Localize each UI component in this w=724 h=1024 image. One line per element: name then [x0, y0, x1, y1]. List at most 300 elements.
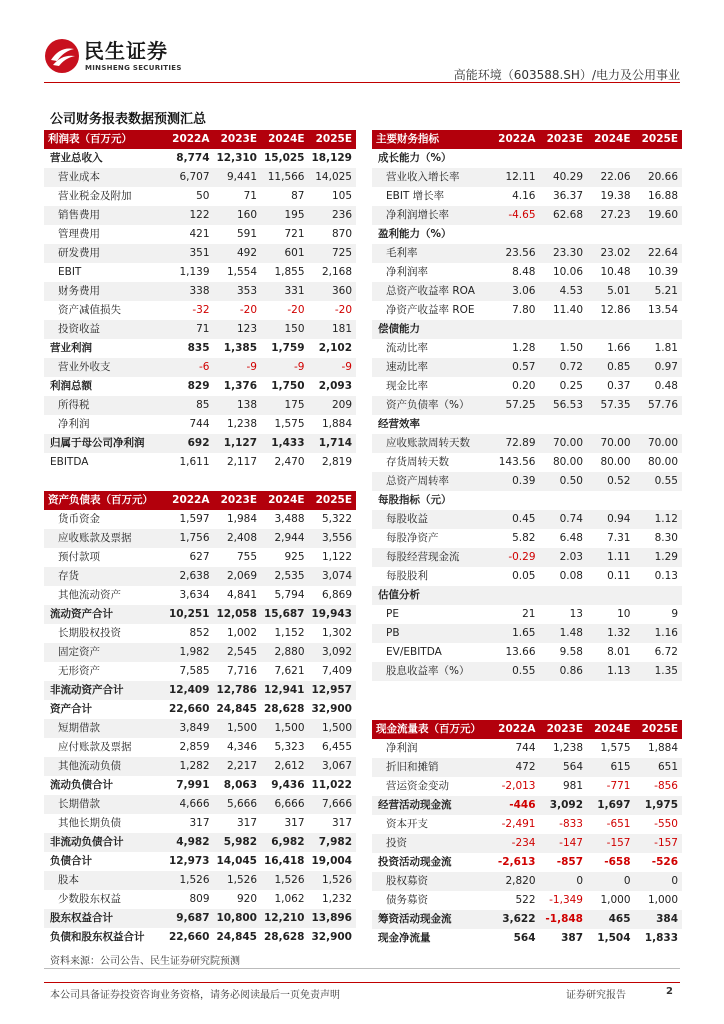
- table-row: [372, 339, 682, 358]
- value-cell: 9,436: [271, 779, 305, 791]
- table-row: [372, 796, 682, 815]
- value-cell: 23.30: [540, 244, 588, 263]
- value-cell: 32,900: [311, 931, 352, 943]
- table-row: [372, 777, 682, 796]
- row-label: 总资产周转率: [372, 472, 492, 491]
- value-cell: 4.53: [540, 282, 588, 301]
- table-row: [44, 586, 356, 605]
- value-cell: 1,002: [226, 627, 257, 639]
- table-row: [44, 643, 356, 662]
- row-label: 营业外收支: [44, 358, 166, 377]
- value-cell: 15,687: [261, 605, 309, 624]
- value-cell: 12,310: [216, 152, 257, 164]
- value-cell: 9,441: [214, 168, 262, 187]
- year-header-cell: 2024E: [261, 130, 309, 149]
- table-row: [372, 263, 682, 282]
- table-row: [44, 605, 356, 624]
- value-cell: 1,282: [166, 757, 214, 776]
- year-header-cell: 2025E: [309, 491, 357, 510]
- value-cell: [587, 586, 635, 605]
- value-cell: -157: [635, 834, 683, 853]
- row-label: 应收账款周转天数: [372, 434, 492, 453]
- table-row: [44, 928, 356, 947]
- table-row: [44, 681, 356, 700]
- value-cell: 150: [261, 320, 309, 339]
- value-cell: 1,122: [321, 551, 352, 563]
- row-label: 每股股利: [386, 570, 428, 582]
- row-label: 应收账款及票据: [44, 529, 166, 548]
- table-row: [44, 871, 356, 890]
- value-cell: 1,714: [309, 434, 357, 453]
- value-cell: 1,127: [214, 434, 262, 453]
- table-row: [372, 434, 682, 453]
- row-label: 营业总收入: [50, 152, 103, 164]
- table-row: [44, 700, 356, 719]
- value-cell: 19.38: [600, 190, 631, 202]
- page-number: 2: [666, 986, 673, 997]
- value-cell: 1.16: [635, 624, 683, 643]
- row-label: 经营活动现金流: [372, 796, 492, 815]
- value-cell: [540, 491, 588, 510]
- value-cell: 72.89: [492, 434, 540, 453]
- table-row: [44, 301, 356, 320]
- value-cell: -771: [606, 780, 631, 792]
- value-cell: 0.55: [635, 472, 683, 491]
- table-row: [44, 187, 356, 206]
- row-label: 非流动资产合计: [44, 681, 166, 700]
- value-cell: [492, 149, 540, 168]
- value-cell: 24,845: [216, 931, 257, 943]
- table-row: [44, 225, 356, 244]
- value-cell: 809: [189, 893, 210, 905]
- year-header-cell: 2023E: [540, 720, 588, 739]
- value-cell: 1,575: [600, 742, 631, 754]
- value-cell: 62.68: [540, 206, 588, 225]
- row-label: 每股净资产: [386, 532, 439, 544]
- value-cell: 1,500: [261, 719, 309, 738]
- value-cell: 80.00: [647, 456, 678, 468]
- value-cell: 2,638: [166, 567, 214, 586]
- value-cell: 21: [522, 608, 536, 620]
- row-label: 研发费用: [44, 244, 166, 263]
- row-label: PE: [386, 608, 399, 620]
- value-cell: 4,982: [166, 833, 214, 852]
- row-label: 存货: [44, 567, 166, 586]
- value-cell: 1,597: [179, 513, 210, 525]
- value-cell: 3,634: [179, 589, 210, 601]
- value-cell: [635, 586, 683, 605]
- value-cell: [540, 149, 588, 168]
- value-cell: 0.74: [540, 510, 588, 529]
- value-cell: 27.23: [587, 206, 635, 225]
- table-row: [44, 890, 356, 909]
- value-cell: -9: [261, 358, 309, 377]
- value-cell: [540, 225, 588, 244]
- value-cell: 1,000: [600, 894, 631, 906]
- value-cell: 0.50: [540, 472, 588, 491]
- row-label: 资产减值损失: [58, 304, 121, 316]
- value-cell: -857: [556, 856, 583, 868]
- value-cell: 564: [513, 932, 536, 944]
- value-cell: 143.56: [498, 456, 536, 468]
- income-statement-table: [44, 130, 356, 472]
- value-cell: 651: [635, 758, 683, 777]
- value-cell: 0.85: [587, 358, 635, 377]
- value-cell: 1.12: [635, 510, 683, 529]
- value-cell: 9: [671, 608, 678, 620]
- value-cell: [635, 149, 683, 168]
- value-cell: 1.29: [635, 548, 683, 567]
- value-cell: 870: [331, 228, 352, 240]
- value-cell: 57.35: [587, 396, 635, 415]
- value-cell: [587, 149, 635, 168]
- value-cell: 3,092: [540, 796, 588, 815]
- value-cell: 1.65: [492, 624, 540, 643]
- value-cell: 1.50: [559, 342, 583, 354]
- table-row: [372, 567, 682, 586]
- value-cell: -32: [192, 304, 210, 316]
- value-cell: 1,982: [166, 643, 214, 662]
- value-cell: 1,575: [274, 418, 305, 430]
- value-cell: 1,385: [223, 342, 257, 354]
- value-cell: 5.01: [587, 282, 635, 301]
- value-cell: 3.06: [492, 282, 540, 301]
- value-cell: 2,612: [261, 757, 309, 776]
- value-cell: 0.72: [540, 358, 588, 377]
- value-cell: 105: [331, 190, 352, 202]
- year-header-cell: 2022A: [166, 130, 214, 149]
- value-cell: 5,666: [214, 795, 262, 814]
- table-row: [44, 833, 356, 852]
- table-row: [372, 929, 682, 948]
- value-cell: 12,058: [214, 605, 262, 624]
- value-cell: 7,585: [179, 665, 210, 677]
- value-cell: 7,666: [309, 795, 357, 814]
- row-label: 每股收益: [372, 510, 492, 529]
- value-cell: 14,045: [216, 855, 257, 867]
- table-row: [372, 815, 682, 834]
- value-cell: 6,707: [166, 168, 214, 187]
- value-cell: 0.05: [512, 570, 536, 582]
- value-cell: 6.48: [559, 532, 583, 544]
- value-cell: 360: [309, 282, 357, 301]
- value-cell: 50: [196, 190, 210, 202]
- value-cell: 23.56: [492, 244, 540, 263]
- value-cell: 331: [261, 282, 309, 301]
- value-cell: 10: [617, 608, 631, 620]
- value-cell: 56.53: [540, 396, 588, 415]
- row-label: 归属于母公司净利润: [44, 434, 166, 453]
- table-row: [372, 472, 682, 491]
- table-row: [44, 909, 356, 928]
- value-cell: 19,004: [311, 855, 352, 867]
- value-cell: 70.00: [635, 434, 683, 453]
- value-cell: -4.65: [492, 206, 540, 225]
- value-cell: 1,139: [179, 266, 210, 278]
- row-label: 预付款项: [58, 551, 100, 563]
- row-label: 股本: [44, 871, 166, 890]
- table-row: [44, 662, 356, 681]
- row-label: 管理费用: [58, 228, 100, 240]
- row-label: 折旧和摊销: [372, 758, 492, 777]
- value-cell: [635, 225, 683, 244]
- value-cell: 852: [189, 627, 210, 639]
- value-cell: 835: [187, 342, 210, 354]
- value-cell: -833: [559, 818, 583, 830]
- value-cell: 1,884: [647, 742, 678, 754]
- value-cell: 2,880: [261, 643, 309, 662]
- value-cell: 209: [309, 396, 357, 415]
- value-cell: 0.48: [654, 380, 678, 392]
- row-label: 存货周转天数: [386, 456, 449, 468]
- value-cell: 721: [284, 228, 305, 240]
- value-cell: 8.48: [512, 266, 536, 278]
- value-cell: 0.57: [492, 358, 540, 377]
- value-cell: 1,504: [597, 932, 631, 944]
- table-header-row: [44, 130, 356, 149]
- value-cell: 1,500: [214, 719, 262, 738]
- row-label: 净利润: [386, 742, 418, 754]
- value-cell: [587, 320, 635, 339]
- row-label: 净资产收益率 ROE: [386, 304, 475, 316]
- value-cell: 0.52: [587, 472, 635, 491]
- value-cell: 28,628: [263, 931, 305, 943]
- row-label: 总资产收益率 ROA: [372, 282, 492, 301]
- value-cell: 85: [166, 396, 214, 415]
- value-cell: 16,418: [263, 855, 305, 867]
- year-header-cell: 2022A: [492, 130, 540, 149]
- value-cell: 317: [284, 817, 305, 829]
- value-cell: 10.48: [600, 266, 631, 278]
- value-cell: 920: [236, 893, 257, 905]
- year-header-cell: 2025E: [309, 130, 357, 149]
- row-label: 偿债能力: [372, 320, 492, 339]
- year-header-cell: 2025E: [635, 720, 683, 739]
- value-cell: 1.32: [587, 624, 635, 643]
- row-label: EV/EBITDA: [386, 646, 442, 658]
- value-cell: 195: [261, 206, 309, 225]
- value-cell: 2,069: [214, 567, 262, 586]
- value-cell: 0.94: [587, 510, 635, 529]
- year-header-cell: 2022A: [166, 491, 214, 510]
- footer-divider: [44, 968, 680, 969]
- row-label: 资产负债率（%）: [372, 396, 492, 415]
- value-cell: 7,409: [321, 665, 352, 677]
- table-row: [44, 339, 356, 358]
- table-row: [44, 738, 356, 757]
- table-row: [44, 719, 356, 738]
- value-cell: [635, 415, 683, 434]
- value-cell: 0.55: [492, 662, 540, 681]
- value-cell: 5,323: [274, 741, 305, 753]
- value-cell: 351: [166, 244, 214, 263]
- value-cell: -550: [654, 818, 678, 830]
- value-cell: 421: [189, 228, 210, 240]
- table-row: [372, 225, 682, 244]
- value-cell: 20.66: [635, 168, 683, 187]
- table-row: [372, 149, 682, 168]
- value-cell: 1,975: [635, 796, 683, 815]
- value-cell: 755: [236, 551, 257, 563]
- value-cell: 0.37: [607, 380, 631, 392]
- table-row: [372, 187, 682, 206]
- table-row: [372, 301, 682, 320]
- value-cell: 11,566: [261, 168, 309, 187]
- value-cell: 384: [635, 910, 683, 929]
- value-cell: 7.80: [512, 304, 536, 316]
- row-label: 其他流动负债: [44, 757, 166, 776]
- balance-sheet-table: [44, 491, 356, 947]
- value-cell: [492, 586, 540, 605]
- value-cell: 70.00: [540, 434, 588, 453]
- value-cell: 3,092: [309, 643, 357, 662]
- logo-text-en: MINSHENG SECURITIES: [85, 64, 182, 72]
- value-cell: [540, 320, 588, 339]
- value-cell: 6.72: [654, 646, 678, 658]
- row-label: 盈利能力（%）: [378, 228, 452, 240]
- table-row: [372, 358, 682, 377]
- value-cell: [587, 415, 635, 434]
- row-label: 其他长期负债: [58, 817, 121, 829]
- value-cell: 12,210: [261, 909, 309, 928]
- value-cell: 1,611: [179, 456, 210, 468]
- value-cell: 57.76: [635, 396, 683, 415]
- value-cell: 7,982: [309, 833, 357, 852]
- value-cell: 23.02: [587, 244, 635, 263]
- table-row: [372, 643, 682, 662]
- table-row: [44, 415, 356, 434]
- table-row: [44, 852, 356, 871]
- row-label: 营业利润: [50, 342, 92, 354]
- row-label: 投资: [372, 834, 492, 853]
- value-cell: 1,232: [321, 893, 352, 905]
- row-label: 成长能力（%）: [378, 152, 452, 164]
- logo-text-cn: 民生证券: [84, 39, 168, 63]
- value-cell: [540, 586, 588, 605]
- value-cell: 1,376: [223, 380, 257, 392]
- value-cell: 2,545: [214, 643, 262, 662]
- report-type: 证券研究报告: [566, 990, 626, 1001]
- value-cell: -234: [492, 834, 540, 853]
- table-row: [44, 168, 356, 187]
- value-cell: [635, 491, 683, 510]
- value-cell: -1,848: [540, 910, 588, 929]
- value-cell: 71: [166, 320, 214, 339]
- value-cell: 564: [540, 758, 588, 777]
- disclaimer-text: 本公司具备证券投资咨询业务资格，请务必阅读最后一页免责声明: [50, 990, 340, 1001]
- row-label: 长期股权投资: [58, 627, 121, 639]
- value-cell: 13.66: [505, 646, 536, 658]
- value-cell: 236: [309, 206, 357, 225]
- row-label: EBITDA: [50, 456, 89, 468]
- value-cell: 1,750: [271, 380, 305, 392]
- value-cell: 317: [189, 817, 210, 829]
- year-header-cell: 2023E: [540, 130, 588, 149]
- value-cell: -20: [334, 304, 352, 316]
- value-cell: 11,022: [311, 779, 352, 791]
- value-cell: 627: [189, 551, 210, 563]
- table-row: [372, 415, 682, 434]
- row-label: 流动资产合计: [44, 605, 166, 624]
- table-row: [44, 757, 356, 776]
- value-cell: 12,409: [166, 681, 214, 700]
- value-cell: 2.03: [540, 548, 588, 567]
- value-cell: 2,944: [261, 529, 309, 548]
- table-row: [44, 244, 356, 263]
- row-label: 应付账款及票据: [58, 741, 132, 753]
- value-cell: 2,168: [321, 266, 352, 278]
- value-cell: 7.31: [607, 532, 631, 544]
- value-cell: 1,756: [166, 529, 214, 548]
- value-cell: 0.39: [492, 472, 540, 491]
- value-cell: 123: [214, 320, 262, 339]
- value-cell: 1,884: [321, 418, 352, 430]
- row-label: 无形资产: [58, 665, 100, 677]
- value-cell: 0.25: [559, 380, 583, 392]
- value-cell: 2,535: [261, 567, 309, 586]
- value-cell: -9: [214, 358, 262, 377]
- value-cell: 24,845: [216, 703, 257, 715]
- value-cell: 1,526: [261, 871, 309, 890]
- row-label: 财务费用: [44, 282, 166, 301]
- value-cell: 12.11: [492, 168, 540, 187]
- value-cell: 12,973: [168, 855, 210, 867]
- value-cell: -20: [287, 304, 305, 316]
- value-cell: 6,982: [261, 833, 309, 852]
- value-cell: 12.86: [600, 304, 631, 316]
- value-cell: -526: [651, 856, 678, 868]
- value-cell: -1,349: [549, 894, 583, 906]
- value-cell: -9: [309, 358, 357, 377]
- value-cell: 0.97: [635, 358, 683, 377]
- value-cell: 591: [236, 228, 257, 240]
- value-cell: 1.48: [540, 624, 588, 643]
- value-cell: 2,820: [492, 872, 540, 891]
- row-label: 每股经营现金流: [372, 548, 492, 567]
- table-row: [44, 453, 356, 472]
- value-cell: 1,062: [274, 893, 305, 905]
- value-cell: 87: [291, 190, 305, 202]
- table-row: [44, 529, 356, 548]
- table-row: [372, 529, 682, 548]
- row-label: 速动比率: [372, 358, 492, 377]
- value-cell: -0.29: [492, 548, 540, 567]
- table-row: [372, 510, 682, 529]
- value-cell: 0.13: [654, 570, 678, 582]
- row-label: 股息收益率（%）: [372, 662, 492, 681]
- value-cell: 80.00: [552, 456, 583, 468]
- table-title-cell: 主要财务指标: [372, 130, 492, 149]
- row-label: 股权募资: [372, 872, 492, 891]
- table-row: [372, 834, 682, 853]
- row-label: PB: [372, 624, 492, 643]
- value-cell: [540, 415, 588, 434]
- value-cell: 829: [187, 380, 210, 392]
- row-label: 营业成本: [44, 168, 166, 187]
- value-cell: 57.25: [492, 396, 540, 415]
- value-cell: 19,943: [309, 605, 357, 624]
- row-label: 流动比率: [386, 342, 428, 354]
- table-row: [44, 510, 356, 529]
- table-row: [44, 396, 356, 415]
- value-cell: 14,025: [309, 168, 357, 187]
- table-row: [44, 814, 356, 833]
- row-label: 现金比率: [386, 380, 428, 392]
- row-label: 营业收入增长率: [372, 168, 492, 187]
- value-cell: 7,716: [226, 665, 257, 677]
- value-cell: 80.00: [600, 456, 631, 468]
- year-header-cell: 2022A: [492, 720, 540, 739]
